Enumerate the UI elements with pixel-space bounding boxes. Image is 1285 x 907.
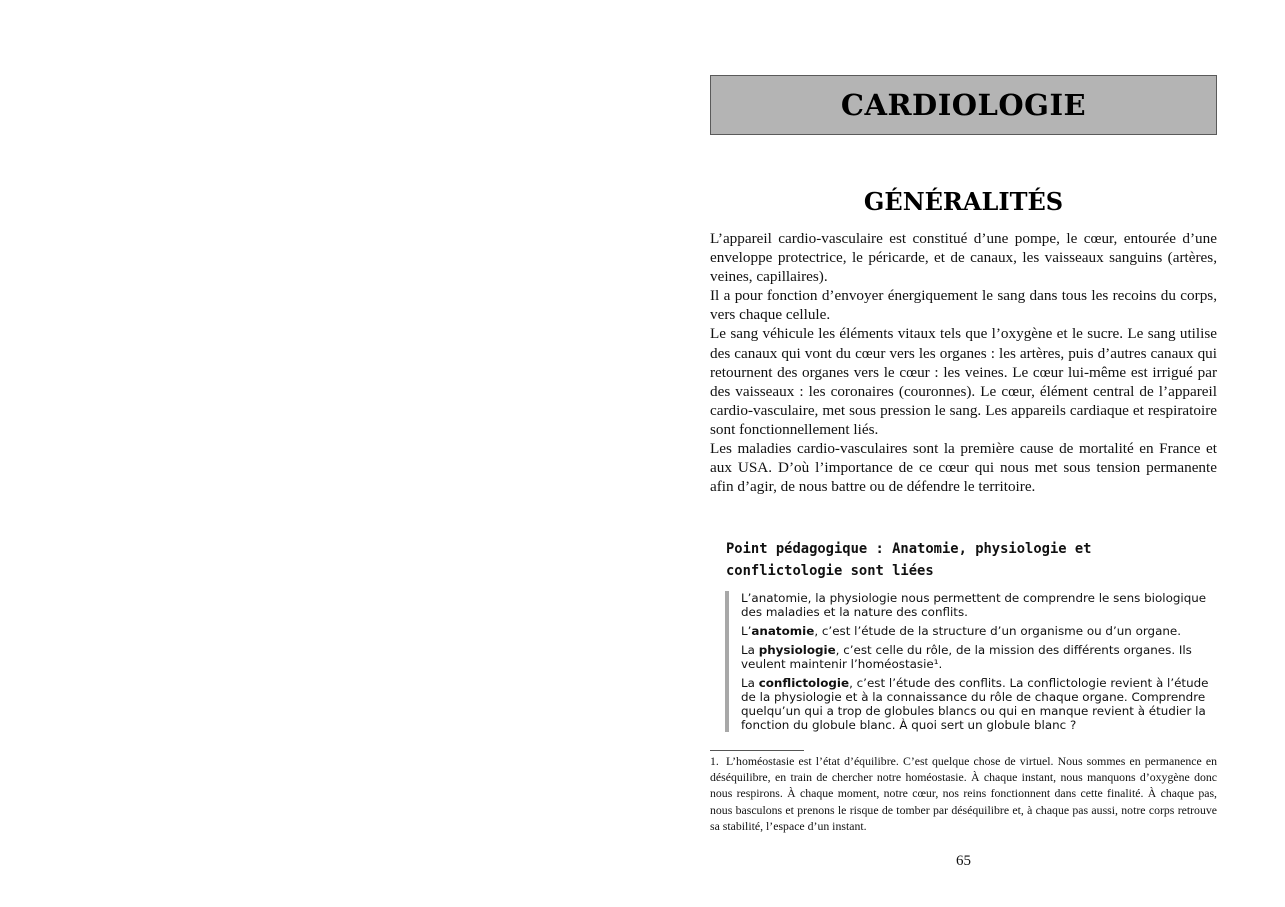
point-box — [725, 591, 1217, 732]
point-intro: L’anatomie, la physiologie nous permettent de comprendre le sens biologique des maladies et la nature des conflits. — [741, 591, 1207, 619]
point-physiologie — [741, 643, 1217, 671]
text-span: , c’est celle du rôle, de la mission des différents organes. Ils veulent maintenir l’homéostasie¹. — [741, 643, 1192, 671]
footnote — [710, 753, 1217, 834]
footnote-text: L’homéostasie est l’état d’équilibre. C’est quelque chose de virtuel. Nous sommes en permanence en déséquilibre, en train de chercher notre homéostasie. À chaque instant, nous manquons d’oxygène donc nous respirons. À chaque moment, notre cœur, nos reins fonctionnent dans cette finalité. À chaque pas, nous basculons et prenons le risque de tomber par déséquilibre et, à chaque pas aussi, notre corps retrouve sa stabilité, l’espace d’un instant. — [710, 754, 1217, 833]
page-number: 65 — [956, 853, 971, 869]
footnote-rule — [710, 750, 804, 751]
footnote-number: 1. — [710, 754, 719, 768]
text-span: La — [741, 676, 759, 690]
chapter-header — [710, 75, 1217, 135]
right-page — [710, 0, 1217, 907]
term-physiologie: physiologie — [758, 643, 836, 657]
section-title: GÉNÉRALITÉS — [863, 187, 1064, 216]
body-text — [710, 229, 1217, 496]
point-title: Point pédagogique : Anatomie, physiologie et conflictologie sont liées — [726, 541, 1092, 579]
text-span: , c’est l’étude des conflits. La conflictologie revient à l’étude de la physiologie et à la connaissance du rôle de chaque organe. Comprendre quelqu’un qui a trop de globules blancs ou qui en manque revient à étudier la fonction du globule blanc. À quoi sert un globule blanc ? — [741, 676, 1209, 732]
paragraph: Le sang véhicule les éléments vitaux tels que l’oxygène et le sucre. Le sang utilise des canaux qui vont du cœur vers les organes : les artères, puis d’autres canaux qui retournent des organes vers le cœur : les veines. Le cœur lui-même est irrigué par des vaisseaux : les coronaires (couronnes). Le cœur, élément central de l’appareil cardio-vasculaire, met sous pression le sang. Les appareils cardiaque et respiratoire sont fonctionnellement liés. — [710, 325, 1217, 438]
term-conflictologie: conflictologie — [758, 676, 850, 690]
term-anatomie: anatomie — [751, 624, 815, 638]
paragraph: L’appareil cardio-vasculaire est constitué d’une pompe, le cœur, entourée d’une enveloppe protectrice, le péricarde, et de canaux, les vaisseaux sanguins (artères, veines, capillaires). — [710, 230, 1217, 286]
chapter-title: CARDIOLOGIE — [840, 88, 1087, 122]
text-span: La — [741, 643, 759, 657]
paragraph: Les maladies cardio-vasculaires sont la première cause de mortalité en France et aux USA. D’où l’importance de ce cœur qui nous met sous tension permanente afin d’agir, de nous battre ou de défendre le territoire. — [710, 440, 1217, 496]
point-conflictologie — [741, 676, 1217, 732]
point-anatomie — [741, 624, 1217, 638]
text-span: , c’est l’étude de la structure d’un organisme ou d’un organe. — [814, 624, 1182, 638]
paragraph: Il a pour fonction d’envoyer énergiquement le sang dans tous les recoins du corps, vers chaque cellule. — [710, 287, 1217, 324]
text-span: L’ — [741, 624, 752, 638]
